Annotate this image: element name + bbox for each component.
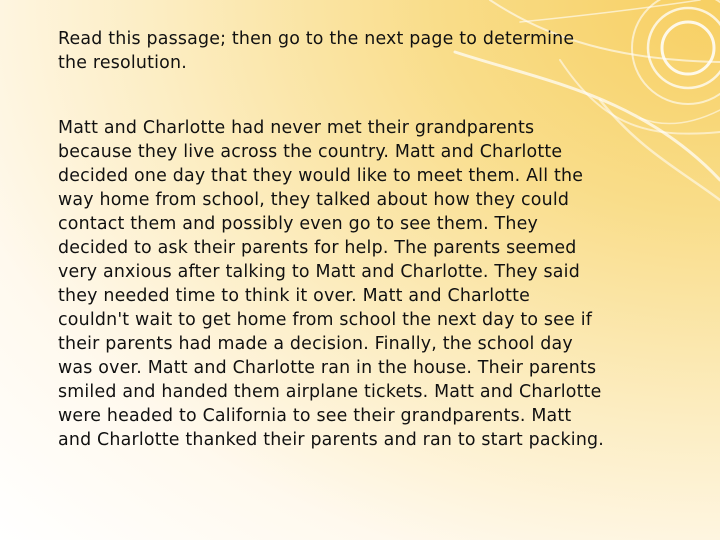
passage-text: Matt and Charlotte had never met their grandparents because they live across the country. Matt and Charlotte decided one day that they would like to meet them. All the way home from school, they talked about how they could contact them and possibly even go to see them. They decided to ask their parents for help. The parents seemed very anxious after talking to Matt and Charlotte. They said they needed time to think it over. Matt and Charlotte couldn't wait to get home from school the next day to see if their parents had made a decision. Finally, the school day was over. Matt and Charlotte ran in the house. Their parents smiled and handed them airplane tickets. Matt and Charlotte were headed to California to see their grandparents. Matt and Charlotte thanked their parents and ran to start packing.: [58, 118, 605, 450]
instruction-text: Read this passage; then go to the next page to determine the resolution.: [58, 29, 575, 73]
